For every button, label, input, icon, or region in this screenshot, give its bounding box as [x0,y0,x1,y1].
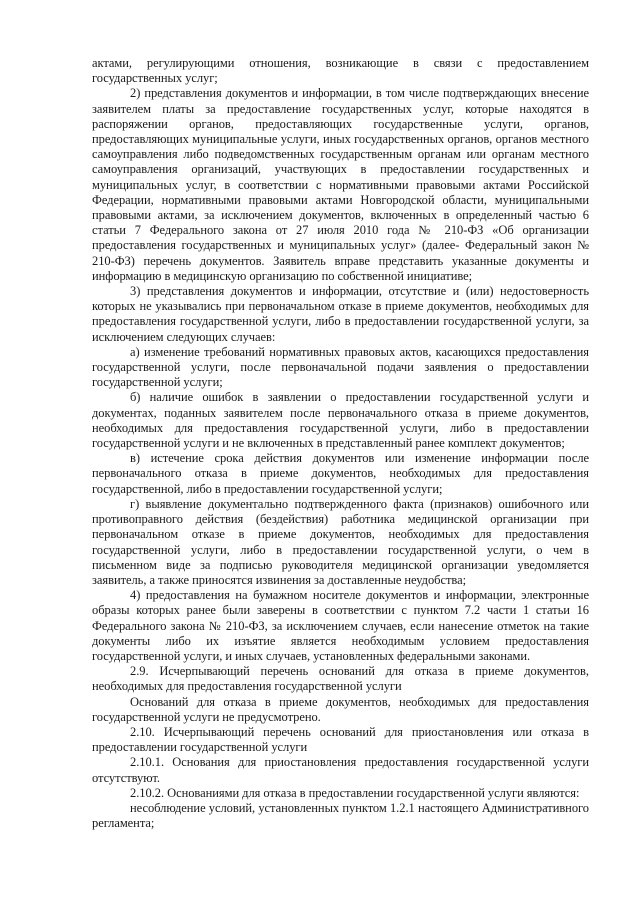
list-item: г) выявление документально подтвержденного факта (признаков) ошибочного или противоправного действия (бездействия) работника медицинской организации при первоначальном отказе в приеме документов, необходимых для предоставления государственной услуги, либо в предоставлении государственной услуги, о чем в письменном виде за подписью руководителя медицинской организации уведомляется заявитель, а также приносятся извинения за доставленные неудобства; [92,496,589,587]
paragraph: 2) представления документов и информации, в том числе подтверждающих внесение заявителем платы за предоставление государственных услуг, которые находятся в распоряжении органов, предоставляющих государственные услуги, органов, предоставляющих муниципальные услуги, иных государственных органов, органов местного самоуправления либо подведомственных государственным органам или органам местного самоуправления организаций, участвующих в предоставлении государственных и муниципальных услуг, в соответствии с нормативными правовыми актами Российской Федерации, нормативными правовыми актами Новгородской области, муниципальными правовыми актами, за исключением документов, включенных в определенный частью 6 статьи 7 Федерального закона от 27 июля 2010 года № 210-ФЗ «Об организации предоставления государственных и муниципальных услуг» (далее- Федеральный закон № 210-ФЗ) перечень документов. Заявитель вправе представить указанные документы и информацию в медицинскую организацию по собственной инициативе; [92,86,589,283]
paragraph: 4) предоставления на бумажном носителе документов и информации, электронные образы которых ранее были заверены в соответствии с пунктом 7.2 части 1 статьи 16 Федерального закона № 210-ФЗ, за исключением случаев, если нанесение отметок на такие документы либо их изъятие является необходимым условием предоставления государственной услуги, и иных случаев, установленных федеральными законами. [92,588,589,663]
paragraph: актами, регулирующими отношения, возникающие в связи с предоставлением государственных услуг; [92,56,589,86]
list-item: в) истечение срока действия документов или изменение информации после первоначального отказа в приеме документов, необходимых для предоставления государственной, либо в предоставлении государственной услуги; [92,451,589,496]
list-item: б) наличие ошибок в заявлении о предоставлении государственной услуги и документах, поданных заявителем после первоначального отказа в приеме документов, необходимых для предоставления государственной услуги, либо в предоставлении государственной услуги и не включенных в представленный ранее комплект документов; [92,390,589,451]
section-heading: 2.9. Исчерпывающий перечень оснований для отказа в приеме документов, необходимых для предоставления государственной услуги [92,664,589,694]
paragraph: 2.10.2. Основаниями для отказа в предоставлении государственной услуги являются: [130,785,580,800]
list-item: а) изменение требований нормативных правовых актов, касающихся предоставления государственной услуги, после первоначальной подачи заявления о предоставлении государственной услуги; [92,344,589,390]
paragraph: 3) представления документов и информации, отсутствие и (или) недостоверность которых не указывались при первоначальном отказе в приеме документов, необходимых для предоставления государственной услуги, либо в предоставлении государственной услуги, за исключением следующих случаев: [92,284,589,344]
document-body [92,56,589,831]
paragraph: несоблюдение условий, установленных пунктом 1.2.1 настоящего Административного регламента; [92,800,589,831]
paragraph: 2.10.1. Основания для приостановления предоставления государственной услуги отсутствуют. [92,755,589,785]
section-heading: 2.10. Исчерпывающий перечень оснований для приостановления или отказа в предоставлении государственной услуги [92,724,589,755]
paragraph: Оснований для отказа в приеме документов, необходимых для предоставления государственной услуги не предусмотрено. [92,694,589,724]
